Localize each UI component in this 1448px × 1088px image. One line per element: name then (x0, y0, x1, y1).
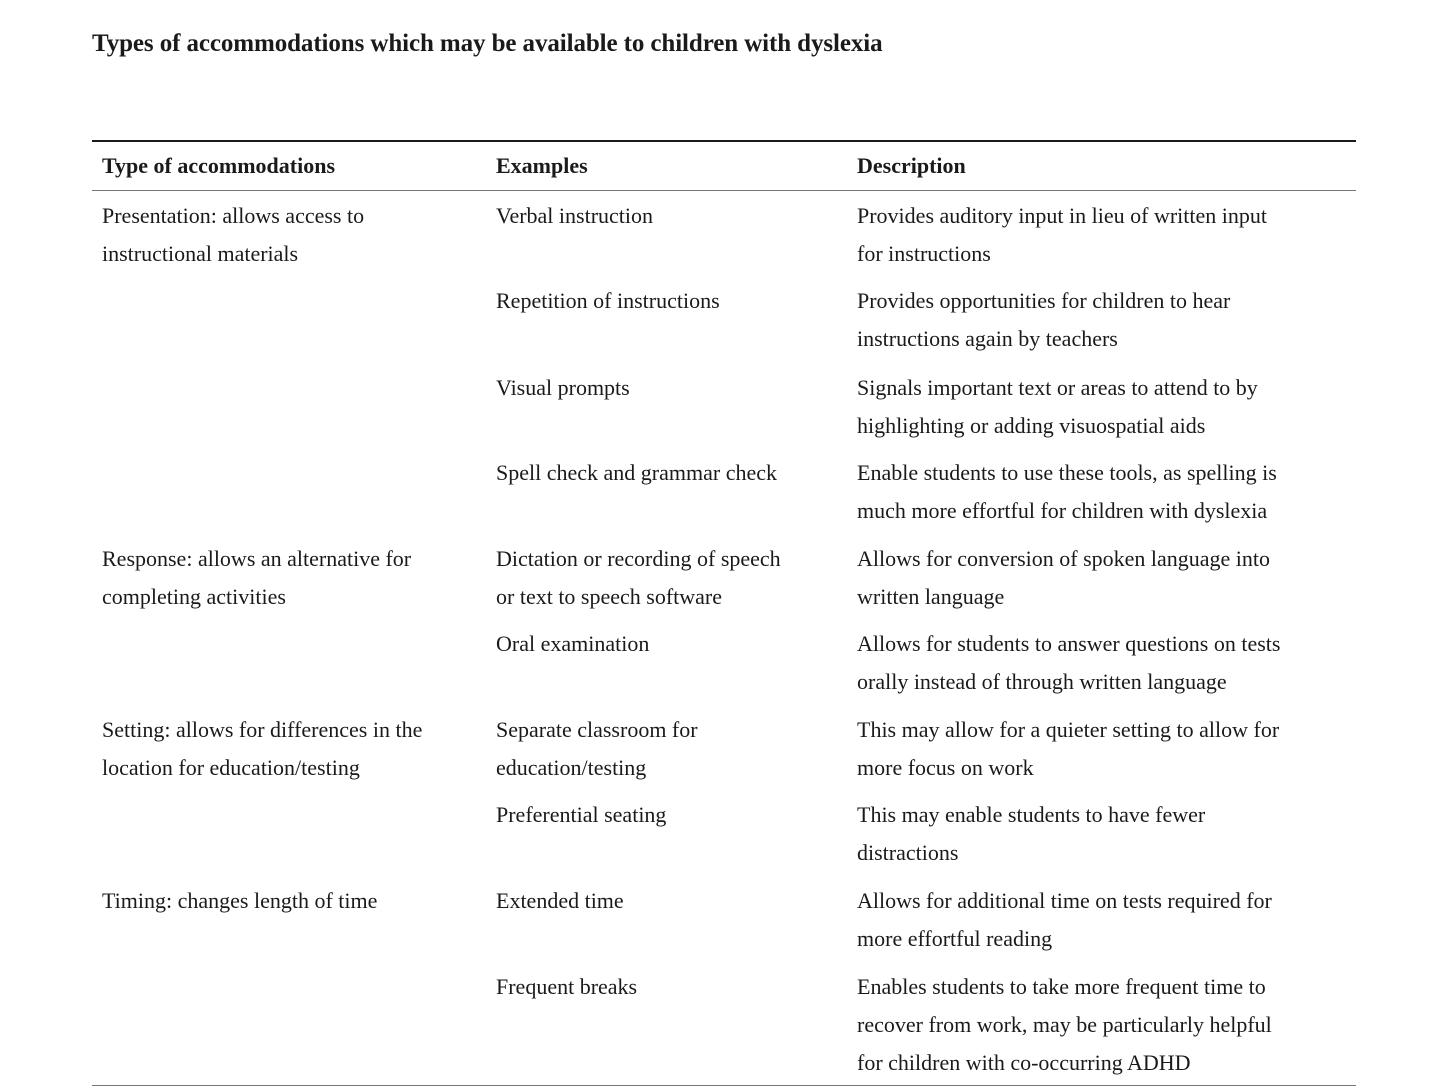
description-line: recover from work, may be particularly helpful (857, 1012, 1272, 1037)
description-line: Allows for students to answer questions on tests (857, 631, 1281, 656)
header-type-of-accommodations: Type of accommodations (102, 153, 336, 178)
type-cell-response (102, 540, 411, 616)
description-line: orally instead of through written language (857, 669, 1227, 694)
header-description: Description (857, 153, 966, 178)
description-cell (857, 282, 1230, 358)
type-line: Timing: changes length of time (102, 888, 378, 913)
description-cell (857, 369, 1258, 445)
example-line: Preferential seating (496, 802, 667, 827)
example-cell (496, 882, 624, 920)
example-line: Extended time (496, 888, 624, 913)
example-line: Verbal instruction (496, 203, 654, 228)
type-cell-setting (102, 711, 422, 787)
description-line: Provides auditory input in lieu of written input (857, 203, 1268, 228)
description-cell (857, 711, 1279, 787)
description-line: Provides opportunities for children to hear (857, 288, 1231, 313)
description-line: instructions again by teachers (857, 326, 1118, 351)
example-line: or text to speech software (496, 584, 723, 609)
type-line: location for education/testing (102, 755, 360, 780)
description-cell (857, 882, 1272, 958)
example-line: Oral examination (496, 631, 650, 656)
description-line: distractions (857, 840, 959, 865)
type-cell-presentation (102, 197, 364, 273)
description-line: Allows for additional time on tests required for (857, 888, 1272, 913)
table-title: Types of accommodations which may be available to children with dyslexia (92, 30, 883, 57)
description-line: written language (857, 584, 1005, 609)
description-line: more focus on work (857, 755, 1034, 780)
description-cell (857, 968, 1272, 1082)
description-cell (857, 625, 1280, 701)
description-line: This may enable students to have fewer (857, 802, 1206, 827)
example-line: Frequent breaks (496, 974, 638, 999)
description-line: much more effortful for children with dyslexia (857, 498, 1268, 523)
description-line: highlighting or adding visuospatial aids (857, 413, 1206, 438)
description-line: Allows for conversion of spoken language into (857, 546, 1271, 571)
header-examples: Examples (496, 153, 588, 178)
example-cell (496, 282, 720, 320)
description-line: for instructions (857, 241, 991, 266)
type-cell-timing (102, 882, 377, 920)
example-line: Spell check and grammar check (496, 460, 777, 485)
type-line: instructional materials (102, 241, 299, 266)
description-line: more effortful reading (857, 926, 1053, 951)
example-cell (496, 711, 698, 787)
accommodations-table (92, 140, 1356, 1086)
example-cell (496, 625, 649, 663)
type-line: Response: allows an alternative for (102, 546, 412, 571)
table-header-row (92, 142, 1356, 191)
example-cell (496, 540, 781, 616)
description-line: Signals important text or areas to attend to by (857, 375, 1258, 400)
description-line: for children with co-occurring ADHD (857, 1050, 1191, 1075)
example-line: education/testing (496, 755, 647, 780)
example-cell (496, 454, 777, 492)
description-line: This may allow for a quieter setting to allow for (857, 717, 1280, 742)
type-line: Presentation: allows access to (102, 203, 365, 228)
description-cell (857, 540, 1270, 616)
description-line: Enable students to use these tools, as spelling is (857, 460, 1277, 485)
example-cell (496, 197, 653, 235)
example-line: Separate classroom for (496, 717, 698, 742)
type-line: completing activities (102, 584, 286, 609)
example-cell (496, 968, 637, 1006)
example-cell (496, 369, 630, 407)
example-line: Repetition of instructions (496, 288, 720, 313)
example-cell (496, 796, 666, 834)
description-cell (857, 796, 1205, 872)
example-line: Dictation or recording of speech (496, 546, 781, 571)
example-line: Visual prompts (496, 375, 630, 400)
type-line: Setting: allows for differences in the (102, 717, 423, 742)
description-line: Enables students to take more frequent time to (857, 974, 1266, 999)
description-cell (857, 197, 1267, 273)
description-cell (857, 454, 1277, 530)
